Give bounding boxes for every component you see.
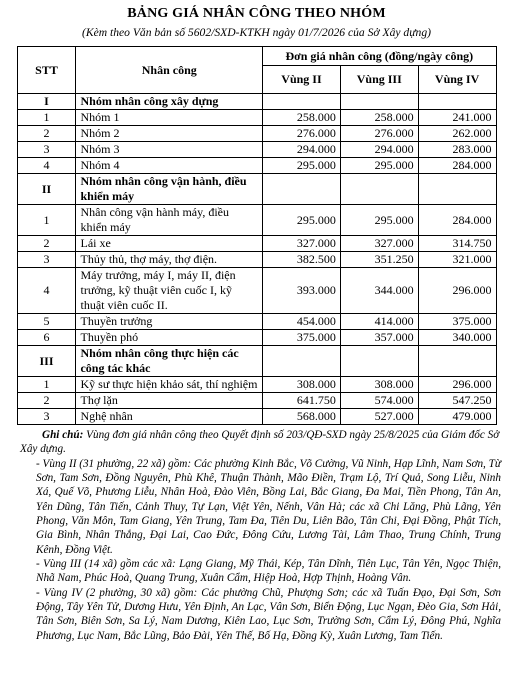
labor-name: Nhân công vận hành máy, điều khiển máy bbox=[76, 205, 263, 236]
note-region-iii: - Vùng III (14 xã) gồm các xã: Lạng Giang, Mỹ Thái, Kép, Tân Dĩnh, Tiên Lục, Tân Yên, Ngọc Thiện, Nhã Nam, Phúc Hoà, Quang Trung, Xuân Cẩm, Hiệp Hoà, Hợp Thịnh, Hoàng Vân. bbox=[36, 557, 501, 585]
row-number: 4 bbox=[17, 158, 76, 174]
note-region-ii: - Vùng II (31 phường, 22 xã) gồm: Các phường Kinh Bắc, Võ Cường, Vũ Ninh, Hạp Lĩnh, Nam Sơn, Từ Sơn, Tam Sơn, Đồng Nguyên, Phù Khê, Thuận Thành, Mão Điền, Trạm Lộ, Trí Quả, Song Liễu, Ninh Xá, Quế Võ, Phương Liễu, Nhân Hoà, Đào Viên, Bồng Lai, Bắc Giang, Đa Mai, Tiền Phong, Tân An, Yên Dũng, Tân Tiến, Cảnh Thuy, Tự Lạn, Việt Yên, Nếnh, Vân Hà; các xã Chi Lăng, Phù Lãng, Yên Phong, Văn Môn, Tam Giang, Yên Trung, Tam Đa, Tiên Du, Liên Bão, Tân Chi, Đại Đồng, Phật Tích, Gia Bình, Nhân Thắng, Đại Lai, Cao Đức, Đông Cứu, Lương Tài, Lâm Thao, Trung Chính, Trung Kênh, Đồng Việt. bbox=[36, 457, 501, 556]
group-number: II bbox=[17, 174, 76, 205]
table-row bbox=[17, 142, 496, 158]
labor-name: Nhóm 3 bbox=[76, 142, 263, 158]
group-row bbox=[17, 94, 496, 110]
labor-name: Nhóm 2 bbox=[76, 126, 263, 142]
row-number: 2 bbox=[17, 236, 76, 252]
table-row bbox=[17, 330, 496, 346]
header-region-iv: Vùng IV bbox=[418, 66, 496, 94]
table-row bbox=[17, 110, 496, 126]
document-title: BẢNG GIÁ NHÂN CÔNG THEO NHÓM bbox=[127, 6, 386, 21]
labor-name: Nghệ nhân bbox=[76, 409, 263, 425]
table-row bbox=[17, 158, 496, 174]
empty-cell bbox=[418, 174, 496, 205]
group-row bbox=[17, 174, 496, 205]
price-region-iii: 357.000 bbox=[340, 330, 418, 346]
table-row bbox=[17, 126, 496, 142]
row-number: 3 bbox=[17, 409, 76, 425]
price-region-iii: 351.250 bbox=[340, 252, 418, 268]
price-region-iv: 284.000 bbox=[418, 158, 496, 174]
price-region-ii: 454.000 bbox=[263, 314, 341, 330]
price-region-ii: 308.000 bbox=[263, 377, 341, 393]
table-row bbox=[17, 409, 496, 425]
price-region-iv: 314.750 bbox=[418, 236, 496, 252]
table-row bbox=[17, 252, 496, 268]
price-region-iii: 574.000 bbox=[340, 393, 418, 409]
empty-cell bbox=[340, 94, 418, 110]
labor-name: Thợ lặn bbox=[76, 393, 263, 409]
price-region-iv: 262.000 bbox=[418, 126, 496, 142]
table-row bbox=[17, 377, 496, 393]
empty-cell bbox=[418, 346, 496, 377]
price-region-iii: 295.000 bbox=[340, 205, 418, 236]
price-region-ii: 375.000 bbox=[263, 330, 341, 346]
price-region-ii: 294.000 bbox=[263, 142, 341, 158]
empty-cell bbox=[263, 174, 341, 205]
header-price-group: Đơn giá nhân công (đồng/ngày công) bbox=[263, 47, 496, 66]
price-region-iv: 296.000 bbox=[418, 268, 496, 314]
price-region-iv: 547.250 bbox=[418, 393, 496, 409]
group-number: III bbox=[17, 346, 76, 377]
labor-name: Thuyền trưởng bbox=[76, 314, 263, 330]
price-region-ii: 258.000 bbox=[263, 110, 341, 126]
price-region-ii: 641.750 bbox=[263, 393, 341, 409]
labor-name: Nhóm 4 bbox=[76, 158, 263, 174]
price-region-iii: 327.000 bbox=[340, 236, 418, 252]
group-row bbox=[17, 346, 496, 377]
group-name: Nhóm nhân công vận hành, điều khiển máy bbox=[76, 174, 263, 205]
notes-section bbox=[20, 428, 501, 643]
row-number: 2 bbox=[17, 126, 76, 142]
price-region-iii: 258.000 bbox=[340, 110, 418, 126]
price-region-ii: 393.000 bbox=[263, 268, 341, 314]
notes-intro bbox=[20, 428, 501, 457]
price-region-ii: 568.000 bbox=[263, 409, 341, 425]
labor-price-table bbox=[17, 46, 497, 425]
labor-name: Máy trưởng, máy I, máy II, điện trưởng, kỹ thuật viên cuốc I, kỹ thuật viên cuốc II. bbox=[76, 268, 263, 314]
row-number: 5 bbox=[17, 314, 76, 330]
row-number: 1 bbox=[17, 110, 76, 126]
price-region-iii: 414.000 bbox=[340, 314, 418, 330]
group-name: Nhóm nhân công xây dựng bbox=[76, 94, 263, 110]
price-region-iii: 294.000 bbox=[340, 142, 418, 158]
price-region-ii: 295.000 bbox=[263, 205, 341, 236]
notes-intro-text: Vùng đơn giá nhân công theo Quyết định số 203/QĐ-SXD ngày 25/8/2025 của Giám đốc Sở Xây dựng. bbox=[20, 429, 500, 456]
price-region-iii: 527.000 bbox=[340, 409, 418, 425]
price-region-ii: 382.500 bbox=[263, 252, 341, 268]
labor-name: Lái xe bbox=[76, 236, 263, 252]
table-row bbox=[17, 236, 496, 252]
price-region-iv: 296.000 bbox=[418, 377, 496, 393]
empty-cell bbox=[263, 94, 341, 110]
table-row bbox=[17, 205, 496, 236]
labor-name: Kỹ sư thực hiện khảo sát, thí nghiệm bbox=[76, 377, 263, 393]
table-row bbox=[17, 314, 496, 330]
header-region-ii: Vùng II bbox=[263, 66, 341, 94]
empty-cell bbox=[263, 346, 341, 377]
price-region-iv: 375.000 bbox=[418, 314, 496, 330]
note-region-iv: - Vùng IV (2 phường, 30 xã) gồm: Các phường Chũ, Phượng Sơn; các xã Tuấn Đạo, Đại Sơn, Sơn Động, Tây Yên Tử, Dương Hưu, Yên Định, An Lạc, Vân Sơn, Biển Động, Lục Ngạn, Đèo Gia, Sơn Hải, Tân Sơn, Biên Sơn, Sa Lý, Nam Dương, Kiên Lao, Lục Sơn, Trường Sơn, Cẩm Lý, Đông Phú, Nghĩa Phương, Lục Nam, Bắc Lũng, Bảo Đài, Yên Thế, Bố Hạ, Đồng Kỳ, Xuân Lương, Tam Tiến. bbox=[36, 586, 501, 642]
price-region-iii: 344.000 bbox=[340, 268, 418, 314]
price-region-iii: 276.000 bbox=[340, 126, 418, 142]
row-number: 3 bbox=[17, 142, 76, 158]
labor-name: Nhóm 1 bbox=[76, 110, 263, 126]
document-subtitle: (Kèm theo Văn bản số 5602/SXD-KTKH ngày 01/7/2026 của Sở Xây dựng) bbox=[81, 26, 432, 39]
price-region-ii: 276.000 bbox=[263, 126, 341, 142]
price-region-iv: 479.000 bbox=[418, 409, 496, 425]
notes-label: Ghi chú: bbox=[42, 429, 84, 441]
group-number: I bbox=[17, 94, 76, 110]
row-number: 3 bbox=[17, 252, 76, 268]
empty-cell bbox=[340, 174, 418, 205]
empty-cell bbox=[418, 94, 496, 110]
price-region-iv: 241.000 bbox=[418, 110, 496, 126]
header-region-iii: Vùng III bbox=[340, 66, 418, 94]
labor-name: Thủy thủ, thợ máy, thợ điện. bbox=[76, 252, 263, 268]
row-number: 4 bbox=[17, 268, 76, 314]
empty-cell bbox=[340, 346, 418, 377]
row-number: 1 bbox=[17, 377, 76, 393]
price-region-ii: 295.000 bbox=[263, 158, 341, 174]
table-row bbox=[17, 268, 496, 314]
table-row bbox=[17, 393, 496, 409]
price-region-iii: 308.000 bbox=[340, 377, 418, 393]
group-name: Nhóm nhân công thực hiện các công tác khác bbox=[76, 346, 263, 377]
price-region-ii: 327.000 bbox=[263, 236, 341, 252]
header-labor: Nhân công bbox=[76, 47, 263, 94]
row-number: 6 bbox=[17, 330, 76, 346]
price-region-iv: 283.000 bbox=[418, 142, 496, 158]
table-body bbox=[17, 94, 496, 425]
price-region-iv: 321.000 bbox=[418, 252, 496, 268]
header-stt: STT bbox=[17, 47, 76, 94]
labor-name: Thuyền phó bbox=[76, 330, 263, 346]
price-region-iii: 295.000 bbox=[340, 158, 418, 174]
price-region-iv: 284.000 bbox=[418, 205, 496, 236]
price-region-iv: 340.000 bbox=[418, 330, 496, 346]
row-number: 2 bbox=[17, 393, 76, 409]
row-number: 1 bbox=[17, 205, 76, 236]
